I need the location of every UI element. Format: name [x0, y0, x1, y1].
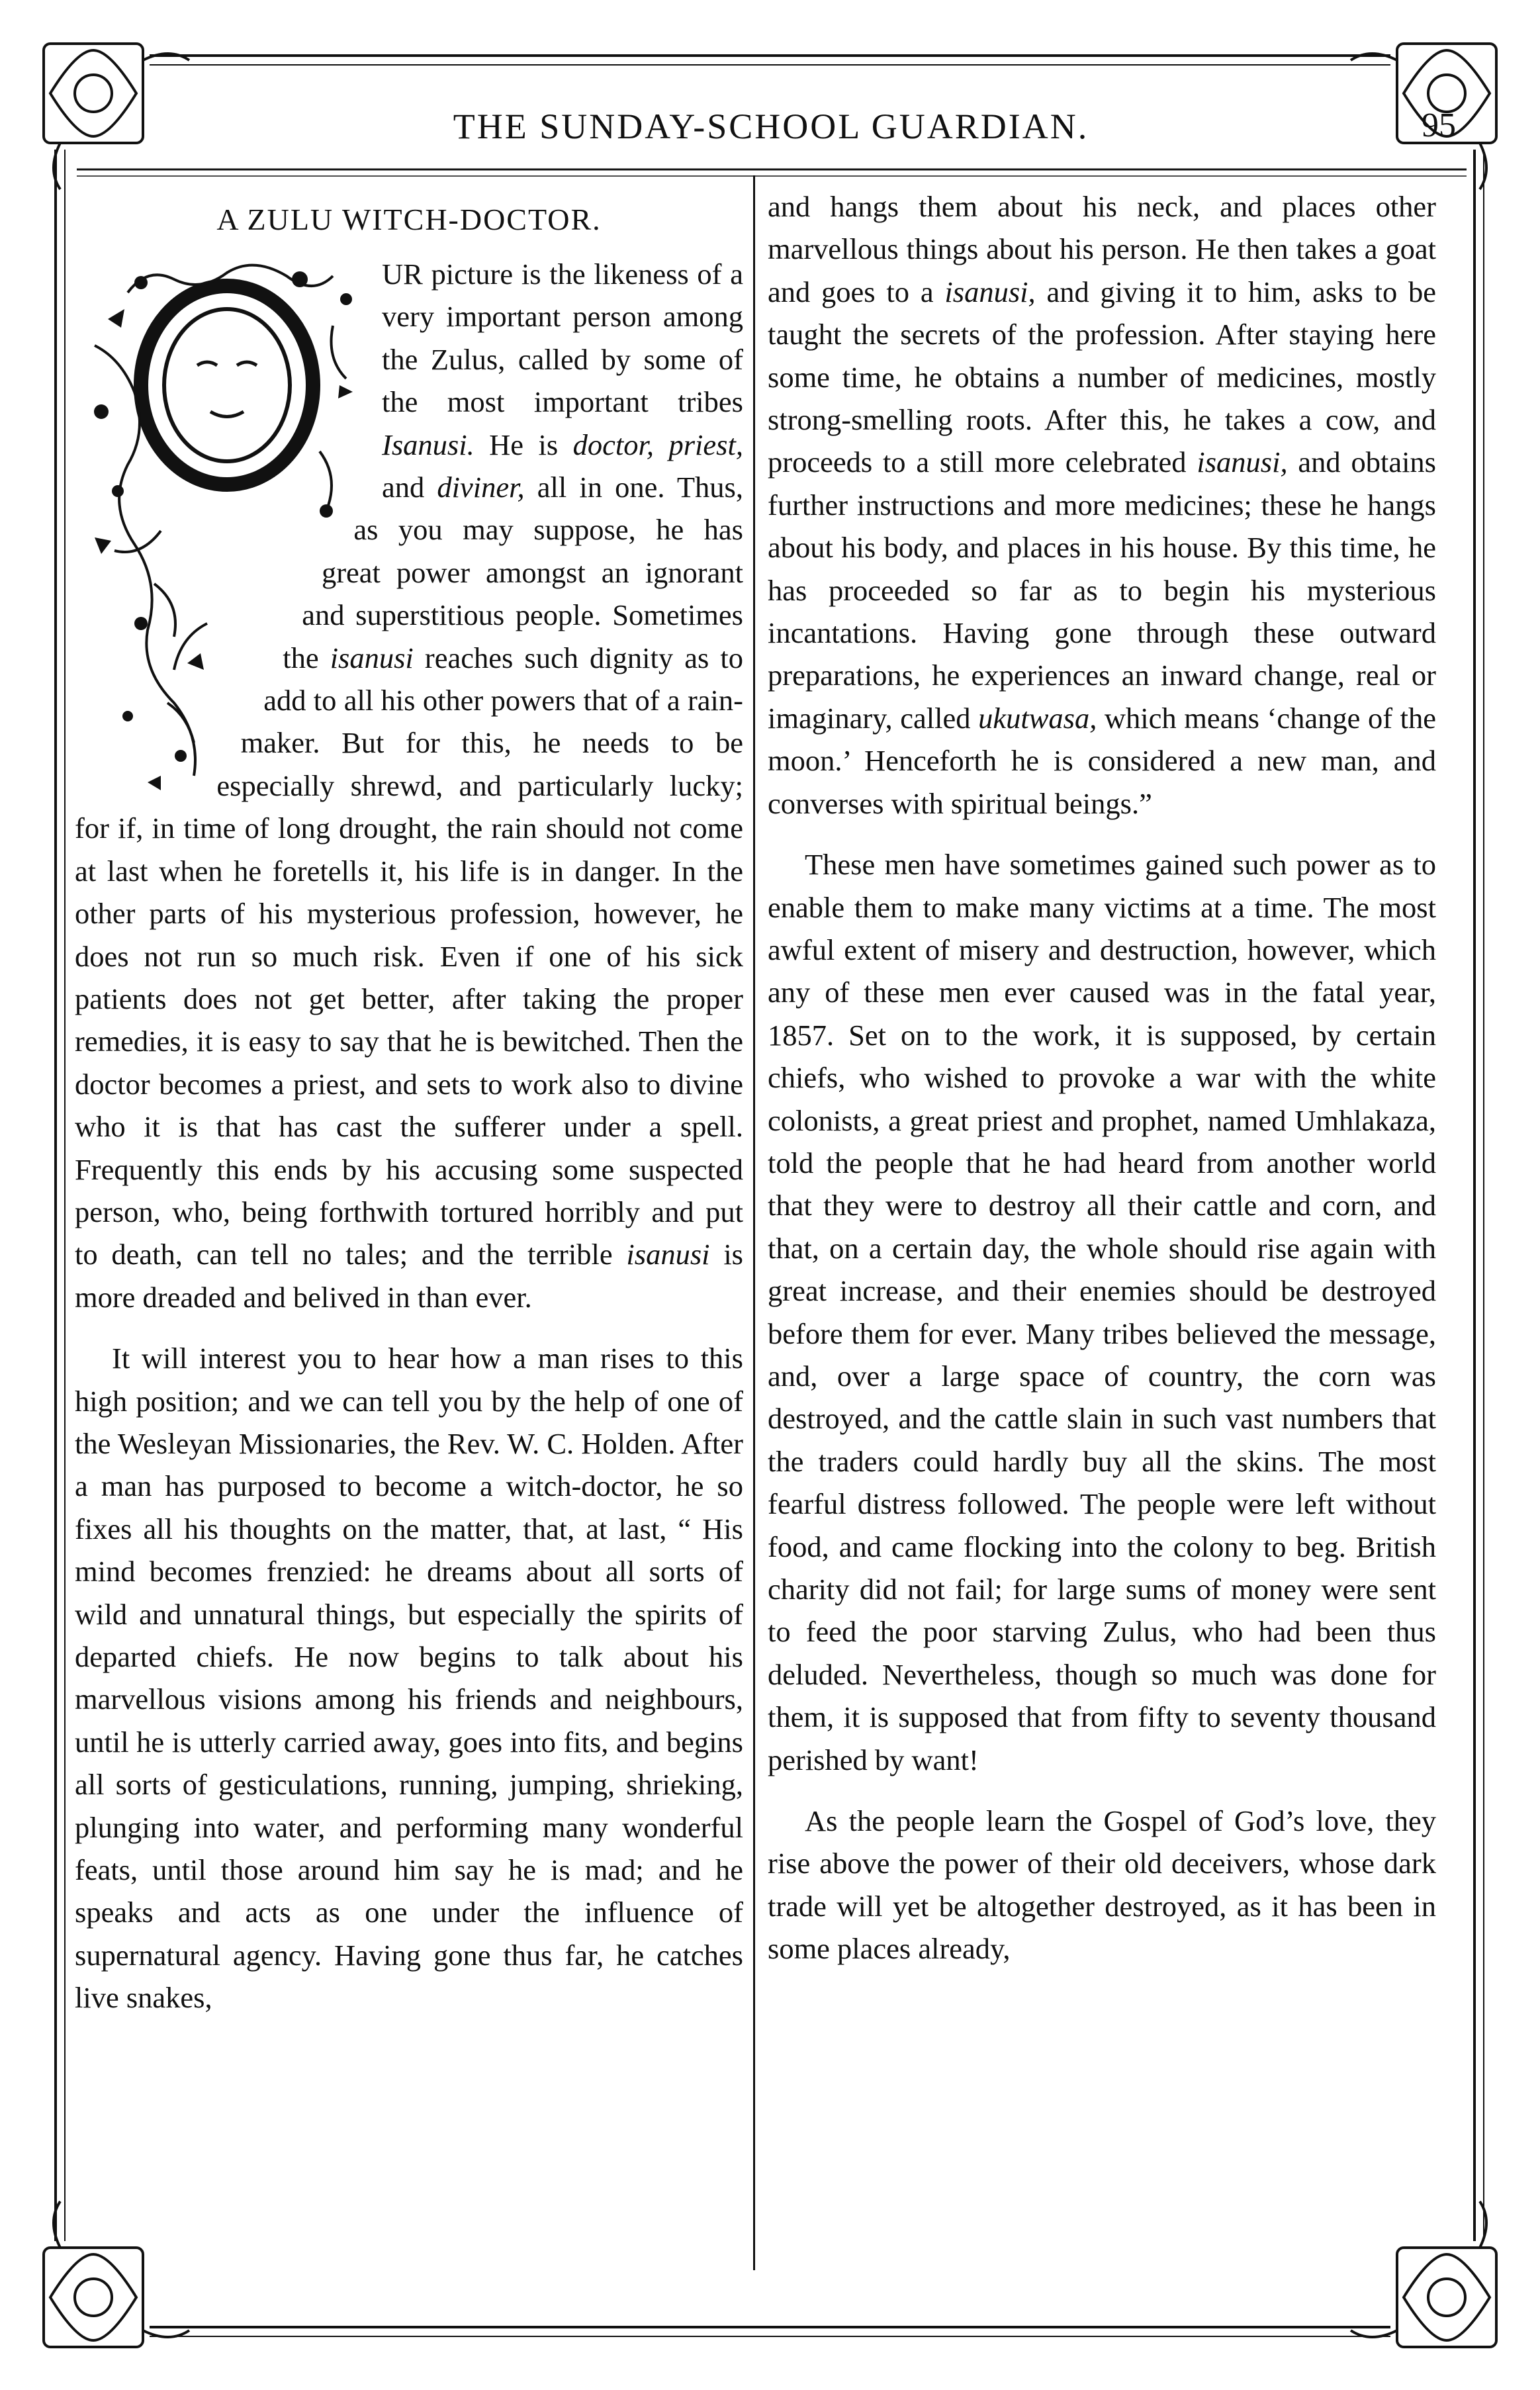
running-title: THE SUNDAY-SCHOOL GUARDIAN. — [453, 107, 1089, 146]
article-title: A ZULU WITCH-DOCTOR. — [216, 203, 602, 236]
page-header — [73, 106, 1469, 152]
paragraph: and hangs them about his neck, and places other marvellous things about his person. He then takes a goat and goes to a isanusi, and giving it to him, asks to be taught the secrets of the profession. After staying here some time, he obtains a number of medicines, mostly strong-smelling roots. After this, he takes a cow, and proceeds to a still more celebrated isanusi, and obtains further instructions and more medicines; these he hangs about his body, and places in his house. By this time, he has proceeded so far as to begin his mysterious incantations. Having gone through these outward preparations, he experiences an inward change, real or imaginary, called ukutwasa, which means ‘change of the moon.’ Henceforth he is considered a new man, and converses with spiritual beings.” — [768, 190, 1436, 820]
paragraph: These men have sometimes gained such power as to enable them to make many victims at a time. The most awful extent of misery and destruction, however, which any of these men ever caused was in the fatal year, 1857. Set on to the work, it is supposed, by certain chiefs, who wished to provoke a war with the white colonists, a great priest and prophet, named Umhlakaza, told the people that he had heard from another world that they were to destroy all their cattle and corn, and that, on a certain day, the whole should rise again with great increase, and their enemies should be destroyed before them for ever. Many tribes believed the message, and, over a large space of country, the corn was destroyed, and the cattle slain in such vast numbers that the traders could hardly buy all the skins. The most fearful distress followed. The people were left without food, and came flocking into the colony to beg. British charity did not fail; for large sums of money were sent to feed the poor starving Zulus, who had been thus deluded. Nevertheless, though so much was done for them, it is supposed that from fifty to seventy thousand perished by want! — [768, 848, 1436, 1776]
page-number: 95 — [1422, 107, 1456, 144]
paragraph: UR picture is the likeness of a very important person among the Zulus, called by some of the most important tribes Isanusi. He is doctor, priest, and diviner, all in one. Thus, as you may suppose, he has great power amongst an ignorant and superstitious people. Sometimes the isanusi reaches such dignity as to add to all his other powers that of a rain-maker. But for this, he needs to be especially shrewd, and particularly lucky; for if, in time of long drought, the rain should not come at last when he foretells it, his life is in danger. In the other parts of his mysterious profession, however, he does not run so much risk. Even if one of his sick patients does not get better, after taking the proper remedies, it is easy to say that he is bewitched. Then the doctor becomes a priest, and sets to work also to divine who it is that has cast the sufferer under a spell. Frequently this ends by his accusing some suspected person, who, being forthwith tortured horribly and put to death, can tell no tales; and the terrible isanusi is more dreaded and belived in than ever. — [75, 257, 743, 1314]
paragraph: It will interest you to hear how a man rises to this high position; and we can tell you by the help of one of the Wesleyan Missionaries, the Rev. W. C. Holden. After a man has purposed to become a witch-doctor, he so fixes all his thoughts on the matter, that, at last, “ His mind becomes frenzied: he dreams about all sorts of wild and unnatural things, but especially the spirits of departed chiefs. He now begins to talk about his marvellous visions among his friends and neighbours, until he is utterly carried away, goes into fits, and begins all sorts of gesticulations, running, jumping, shrieking, plunging into water, and performing many wonderful feats, until those around him say he is mad; and he speaks and acts as one under the influence of supernatural agency. Having gone thus far, he catches live snakes, — [75, 1342, 743, 2015]
right-column — [768, 185, 1436, 2267]
left-column — [75, 185, 743, 2267]
column-divider — [753, 175, 755, 2270]
paragraph: As the people learn the Gospel of God’s love, they rise above the power of their old deceivers, whose dark trade will yet be altogether destroyed, as it has been in some places already, — [768, 1804, 1436, 1966]
